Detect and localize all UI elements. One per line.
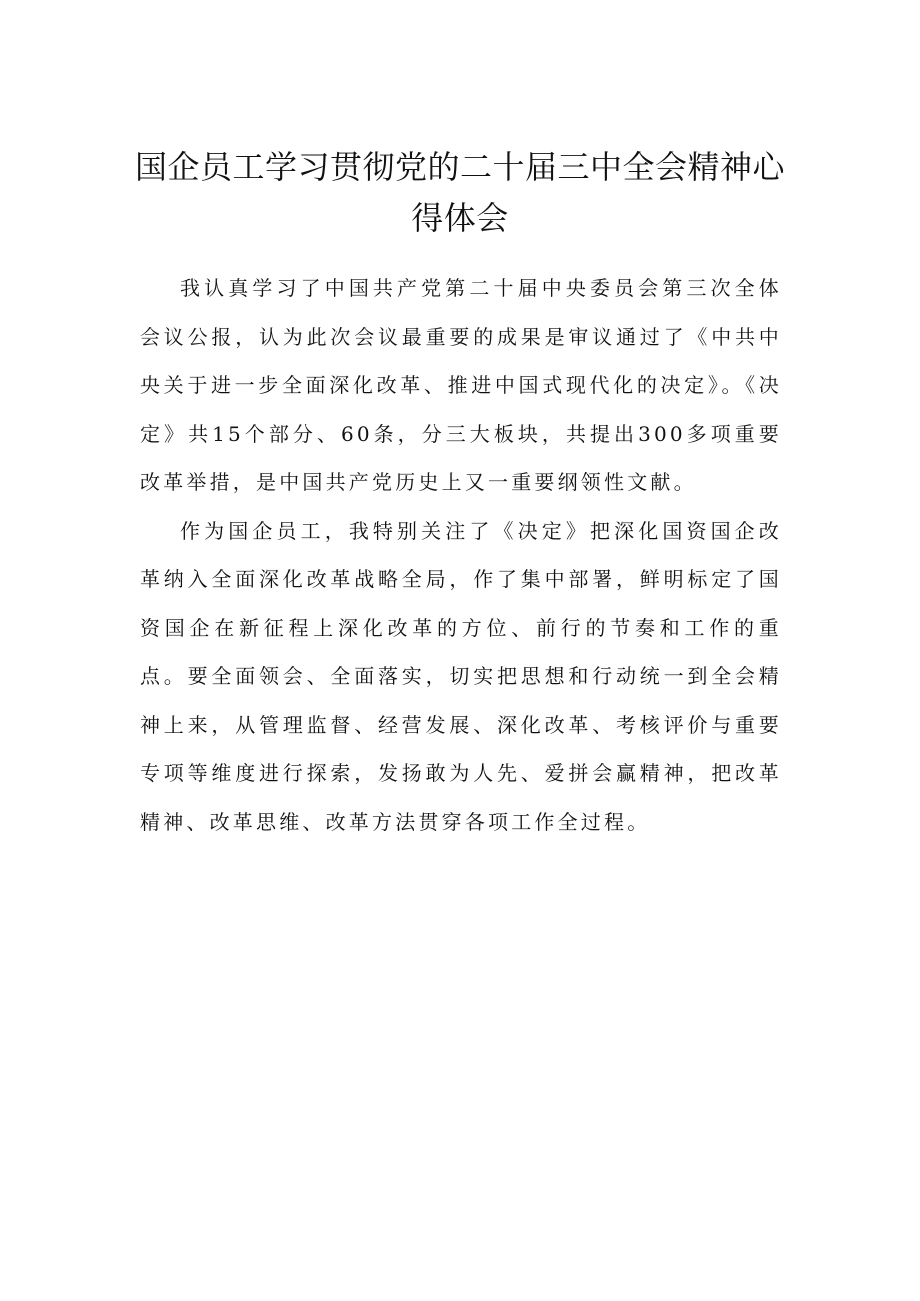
paragraph-2: 作为国企员工，我特别关注了《决定》把深化国资国企改革纳入全面深化改革战略全局，作了集中部署，鲜明标定了国资国企在新征程上深化改革的方位、前行的节奏和工作的重点。要全面领会、全面落实，切实把思想和行动统一到全会精神上来，从管理监督、经营发展、深化改革、考核评价与重要专项等维度进行探索，发扬敢为人先、爱拼会赢精神，把改革精神、改革思维、改革方法贯穿各项工作全过程。 bbox=[140, 518, 782, 834]
document-title: 国企员工学习贯彻党的二十届三中全会精神心得体会 bbox=[134, 148, 785, 237]
paragraph-1: 我认真学习了中国共产党第二十届中央委员会第三次全体会议公报，认为此次会议最重要的成果是审议通过了《中共中央关于进一步全面深化改革、推进中国式现代化的决定》。《决定》共15个部分、60条，分三大板块，共提出300多项重要改革举措，是中国共产党历史上又一重要纲领性文献。 bbox=[140, 276, 782, 494]
document-body bbox=[140, 264, 782, 846]
